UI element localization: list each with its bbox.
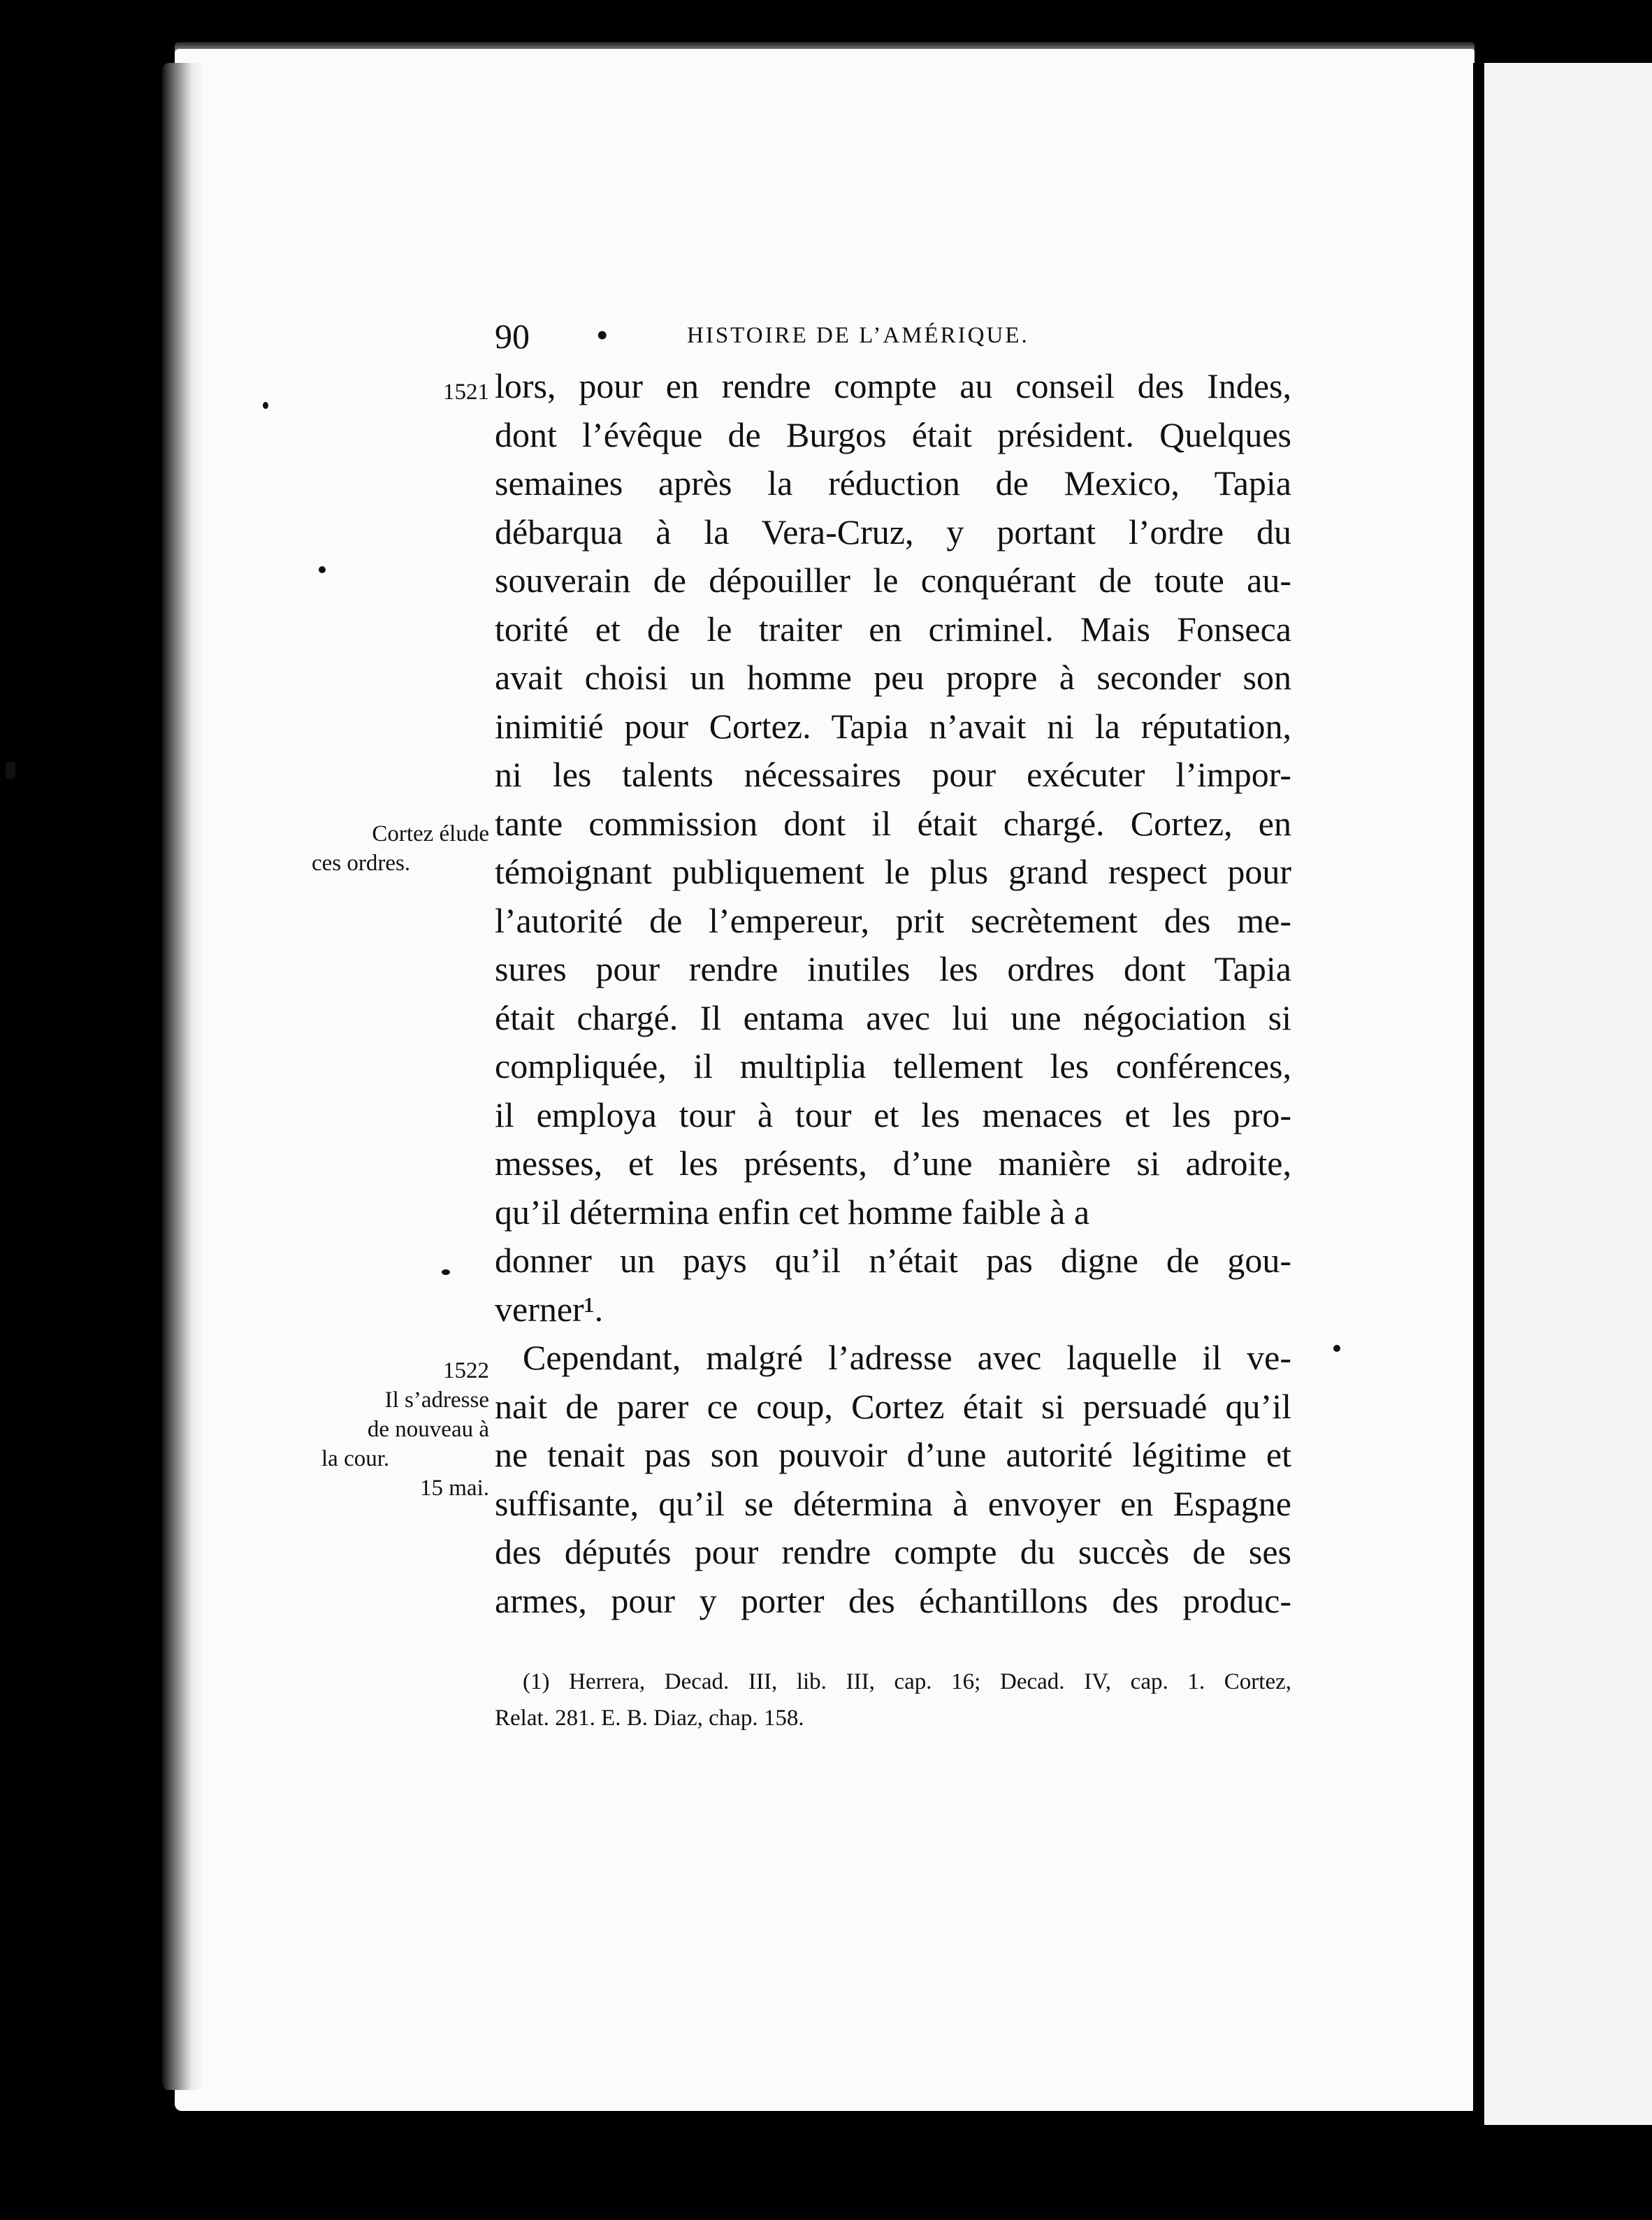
body-line: Cependant, malgré l’adresse avec laquelle il ve- [523,1338,1291,1377]
body-line: compliquée, il multiplia tellement les conférences, [495,1046,1291,1086]
body-line: souverain de dépouiller le conquérant de toute au- [495,561,1291,600]
header-dot: • [596,315,609,354]
body-line: verner¹. [495,1289,604,1329]
margin-note-1522 [280,1356,489,1503]
body-line: donner un pays qu’il n’était pas digne de gou- [495,1241,1291,1280]
margin-year-1522: 1522 [443,1358,489,1383]
body-line: était chargé. Il entama avec lui une négociation si [495,997,1291,1037]
body-line: témoignant publiquement le plus grand respect pour [495,852,1291,891]
scan-speck [263,402,268,409]
scan-speck [6,762,15,779]
body-line: qu’il détermina enfin cet homme faible à a [495,1192,1090,1232]
page-left-edge [162,63,204,2090]
margin-year-1521 [391,377,489,407]
margin-note-line: la cour. [321,1446,390,1471]
body-line: l’autorité de l’empereur, prit secrètement des me- [495,900,1291,940]
body-line: avait choisi un homme peu propre à seconder son [495,658,1291,697]
body-line: tante commission dont il était chargé. Cortez, en [495,803,1291,843]
body-line: dont l’évêque de Burgos était président. Quelques [495,415,1291,454]
body-line: nait de parer ce coup, Cortez était si persuadé qu’il [495,1386,1291,1426]
body-line: débarqua à la Vera-Cruz, y portant l’ordre du [495,512,1291,552]
adjacent-page [1484,63,1652,2125]
margin-note-line: Cortez élude [372,821,489,846]
body-text [495,362,1291,1625]
body-line: lors, pour en rendre compte au conseil des Indes, [495,366,1291,405]
body-line: semaines après la réduction de Mexico, Tapia [495,463,1291,503]
body-line: des députés pour rendre compte du succès de ses [495,1532,1291,1571]
body-line: ne tenait pas son pouvoir d’une autorité légitime et [495,1435,1291,1474]
margin-note-line: ces ordres. [312,851,411,876]
body-line: suffisante, qu’il se détermina à envoyer en Espagne [495,1483,1291,1523]
body-line: armes, pour y porter des échantillons des produc- [495,1580,1291,1620]
margin-note-cortez-elude [307,819,489,878]
scan-speck [442,1269,450,1275]
margin-date: 15 mai. [420,1476,489,1501]
body-line: il employa tour à tour et les menaces et les pro- [495,1095,1291,1134]
margin-note-line: Il s’adresse [384,1388,489,1413]
body-line: inimitié pour Cortez. Tapia n’avait ni la réputation, [495,706,1291,746]
scan-speck [319,566,326,573]
margin-year-1521-text: 1521 [443,380,489,405]
body-line: sures pour rendre inutiles les ordres dont Tapia [495,949,1291,988]
running-title: HISTOIRE DE L’AMÉRIQUE. [687,323,1029,348]
body-line: torité et de le traiter en criminel. Mais Fonseca [495,609,1291,649]
footnote-line: (1) Herrera, Decad. III, lib. III, cap. 16; Decad. IV, cap. 1. Cortez, [523,1669,1291,1694]
body-line: messes, et les présents, d’une manière si adroite, [495,1144,1291,1183]
book-gutter [1473,63,1484,2125]
body-line: ni les talents nécessaires pour exécuter l’impor- [495,755,1291,794]
footnote-line: Relat. 281. E. B. Diaz, chap. 158. [495,1706,804,1731]
scan-speck [1333,1345,1340,1352]
footnote [495,1664,1291,1736]
page-number: 90 [495,317,530,356]
page-header [495,316,1296,358]
margin-note-line: de nouveau à [367,1417,489,1442]
